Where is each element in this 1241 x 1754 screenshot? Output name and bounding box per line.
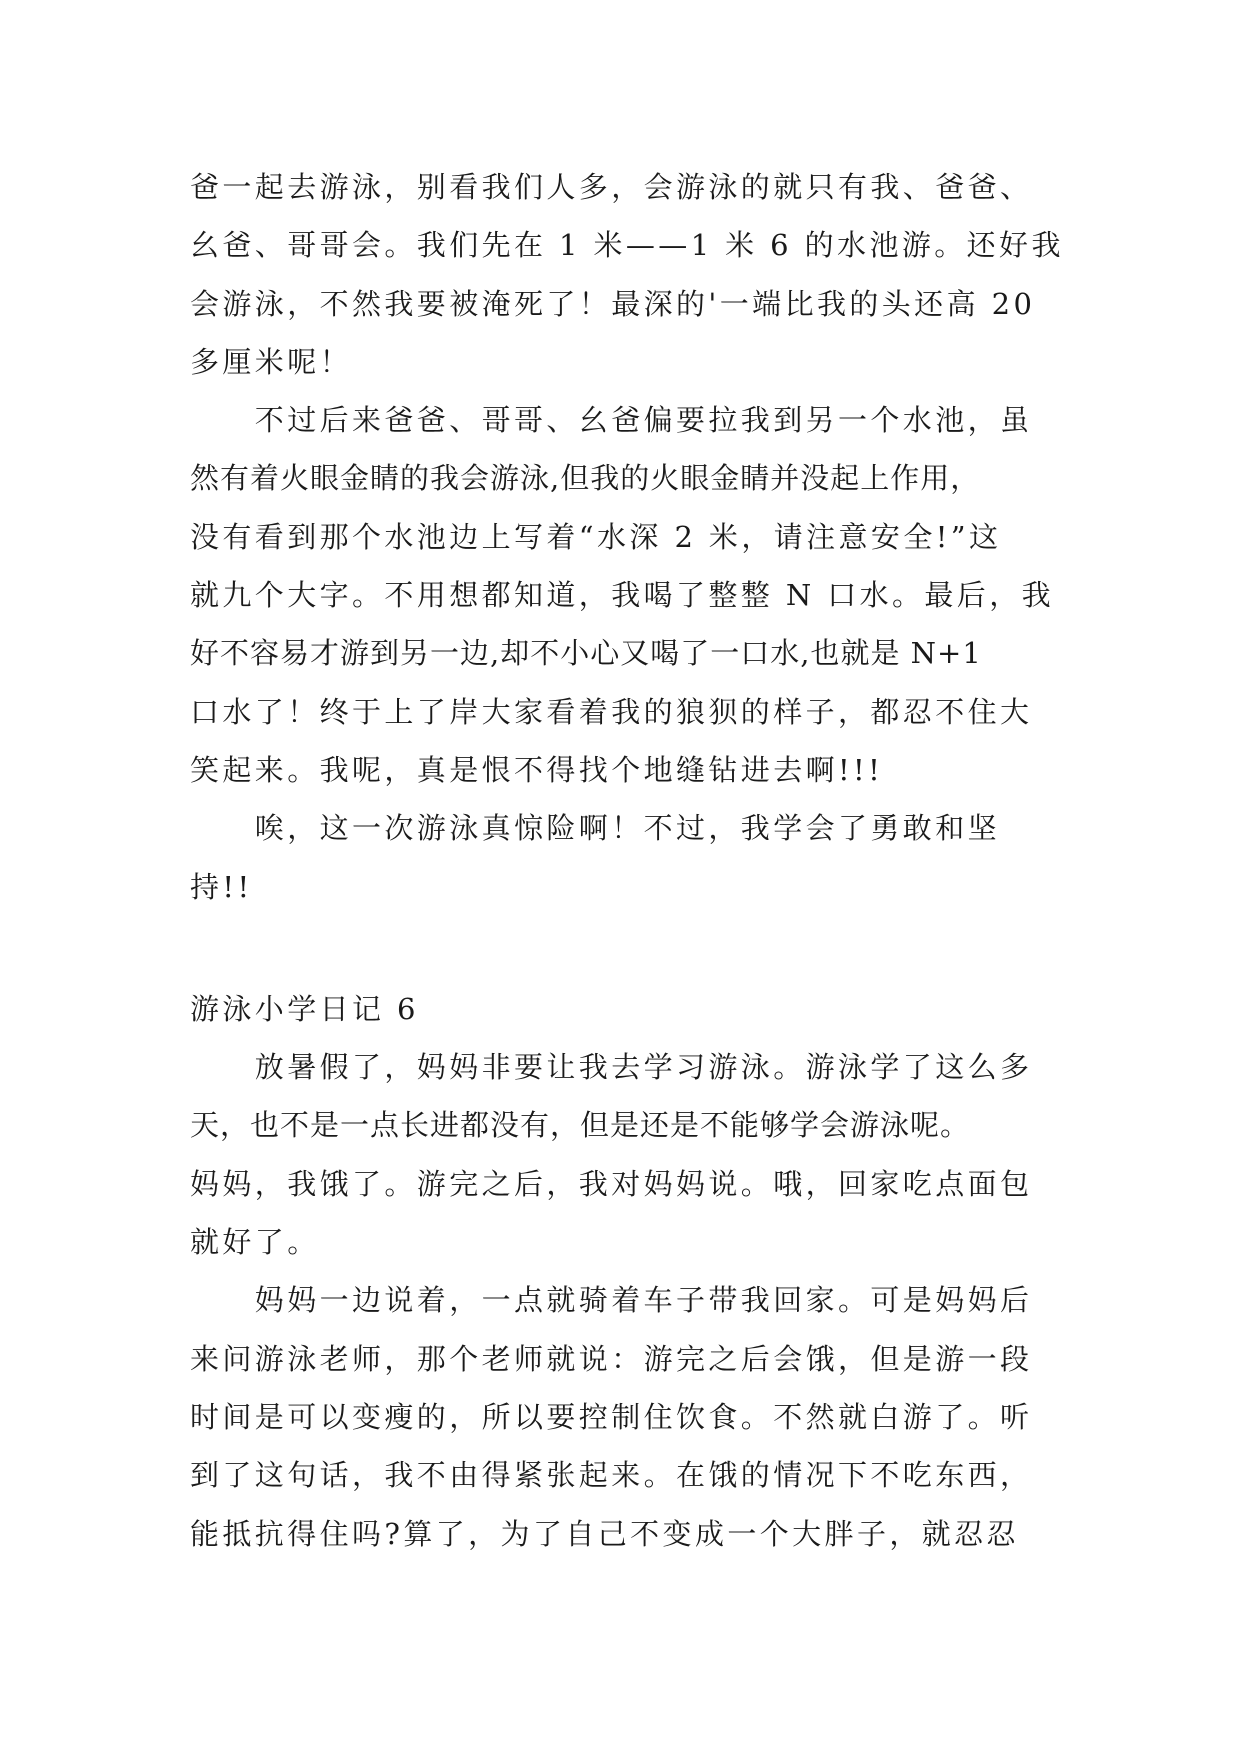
body-text bbox=[190, 158, 1070, 1563]
text-line: 笑起来。我呢，真是恨不得找个地缝钻进去啊!!! bbox=[190, 752, 884, 787]
section-heading: 游泳小学日记 6 bbox=[190, 991, 419, 1026]
text-line: 好不容易才游到另一边,却不小心又喝了一口水,也就是 N+1 bbox=[190, 636, 982, 671]
text-line: 妈妈，我饿了。游完之后，我对妈妈说。哦，回家吃点面包 bbox=[190, 1166, 1033, 1201]
text-line: 口水了！终于上了岸大家看着我的狼狈的样子，都忍不住大 bbox=[190, 694, 1033, 729]
text-line: 不过后来爸爸、哥哥、幺爸偏要拉我到另一个水池，虽 bbox=[190, 403, 1033, 438]
text-line: 会游泳，不然我要被淹死了！最深的'一端比我的头还高 20 bbox=[190, 286, 1036, 321]
text-line: 爸一起去游泳，别看我们人多，会游泳的就只有我、爸爸、 bbox=[190, 170, 1033, 204]
text-line: 来问游泳老师，那个老师就说：游完之后会饿，但是游一段 bbox=[190, 1341, 1033, 1376]
text-line: 然有着火眼金睛的我会游泳,但我的火眼金睛并没起上作用， bbox=[190, 461, 981, 496]
text-line: 放暑假了，妈妈非要让我去学习游泳。游泳学了这么多 bbox=[190, 1050, 1033, 1085]
text-line: 时间是可以变瘦的，所以要控制住饮食。不然就白游了。听 bbox=[190, 1399, 1033, 1434]
text-line: 能抵抗得住吗?算了，为了自己不变成一个大胖子，就忍忍 bbox=[190, 1516, 1019, 1551]
text-line: 唉，这一次游泳真惊险啊！不过，我学会了勇敢和坚 bbox=[190, 811, 1001, 846]
text-line: 就九个大字。不用想都知道，我喝了整整 N 口水。最后，我 bbox=[190, 578, 1055, 613]
text-line: 多厘米呢！ bbox=[190, 344, 353, 379]
text-line: 幺爸、哥哥会。我们先在 1 米——1 米 6 的水池游。还好我 bbox=[190, 228, 1064, 263]
text-line: 持!! bbox=[190, 869, 253, 904]
text-line: 到了这句话，我不由得紧张起来。在饿的情况下不吃东西， bbox=[190, 1458, 1033, 1493]
text-line: 妈妈一边说着，一点就骑着车子带我回家。可是妈妈后 bbox=[190, 1283, 1033, 1318]
text-line: 没有看到那个水池边上写着“水深 2 米，请注意安全!”这 bbox=[190, 519, 1002, 554]
text-line: 就好了。 bbox=[190, 1225, 320, 1260]
text-line: 天，也不是一点长进都没有，但是还是不能够学会游泳呢。 bbox=[190, 1108, 971, 1143]
